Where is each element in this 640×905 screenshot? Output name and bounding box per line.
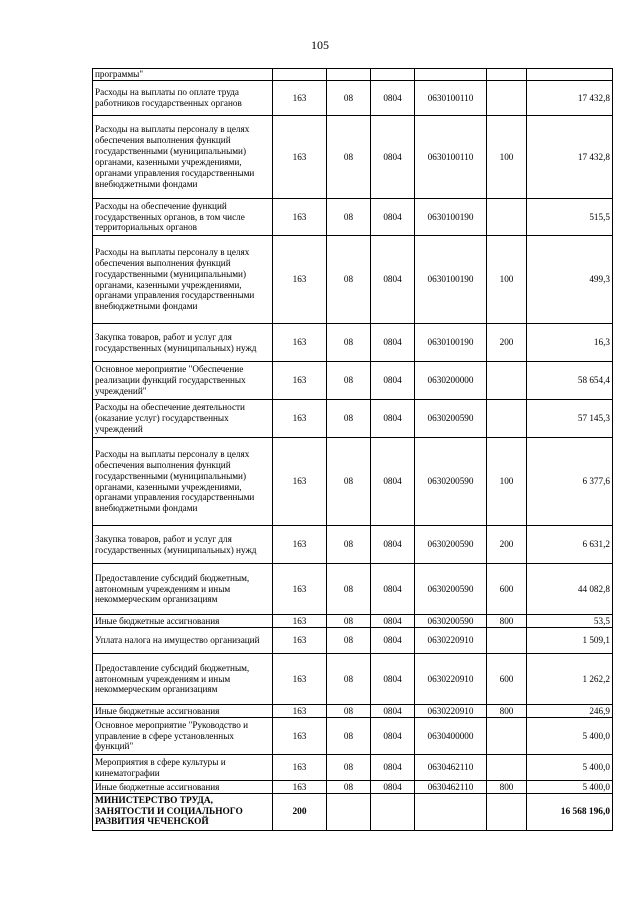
subsection-code-cell: 0804: [371, 400, 415, 438]
table-row: [93, 324, 613, 362]
amount-cell: 58 654,4: [527, 362, 613, 400]
ministry-code-cell: 163: [273, 755, 327, 781]
table-row: [93, 615, 613, 628]
section-code-cell: 08: [327, 438, 371, 526]
amount-cell: 6 377,6: [527, 438, 613, 526]
expense-type-cell: [487, 400, 527, 438]
target-article-cell: 0630200590: [415, 400, 487, 438]
target-article-cell: 0630200000: [415, 362, 487, 400]
amount-cell: 5 400,0: [527, 755, 613, 781]
ministry-code-cell: 163: [273, 718, 327, 755]
ministry-code-cell: 163: [273, 705, 327, 718]
subsection-code-cell: [371, 69, 415, 81]
expense-name-cell: Иные бюджетные ассигнования: [93, 615, 273, 628]
section-code-cell: [327, 69, 371, 81]
expense-name-cell: Основное мероприятие "Обеспечение реализации функций государственных учреждений": [93, 362, 273, 400]
subsection-code-cell: 0804: [371, 81, 415, 116]
subsection-code-cell: 0804: [371, 362, 415, 400]
target-article-cell: 0630220910: [415, 654, 487, 705]
table-row: [93, 564, 613, 615]
section-code-cell: 08: [327, 526, 371, 564]
table-row: [93, 628, 613, 654]
target-article-cell: 0630462110: [415, 781, 487, 794]
expense-type-cell: 800: [487, 781, 527, 794]
expense-type-cell: [487, 718, 527, 755]
section-code-cell: 08: [327, 362, 371, 400]
target-article-cell: 0630100190: [415, 236, 487, 324]
table-row: [93, 199, 613, 236]
table-row: [93, 755, 613, 781]
subsection-code-cell: 0804: [371, 564, 415, 615]
expense-type-cell: 100: [487, 236, 527, 324]
expense-type-cell: 600: [487, 564, 527, 615]
table-row: [93, 81, 613, 116]
target-article-cell: [415, 794, 487, 831]
section-code-cell: 08: [327, 81, 371, 116]
expense-type-cell: 800: [487, 705, 527, 718]
expense-name-cell: программы": [93, 69, 273, 81]
expense-name-cell: Расходы на обеспечение функций государственных органов, в том числе территориальных органов: [93, 199, 273, 236]
ministry-code-cell: [273, 69, 327, 81]
subsection-code-cell: 0804: [371, 324, 415, 362]
amount-cell: 515,5: [527, 199, 613, 236]
table-row: [93, 362, 613, 400]
target-article-cell: 0630462110: [415, 755, 487, 781]
table-row: [93, 236, 613, 324]
expense-name-cell: МИНИСТЕРСТВО ТРУДА, ЗАНЯТОСТИ И СОЦИАЛЬНОГО РАЗВИТИЯ ЧЕЧЕНСКОЙ: [93, 794, 273, 831]
table-row: [93, 69, 613, 81]
section-code-cell: 08: [327, 628, 371, 654]
amount-cell: 17 432,8: [527, 116, 613, 199]
amount-cell: 5 400,0: [527, 781, 613, 794]
expense-type-cell: [487, 362, 527, 400]
target-article-cell: 0630100190: [415, 199, 487, 236]
amount-cell: 1 262,2: [527, 654, 613, 705]
subsection-code-cell: 0804: [371, 438, 415, 526]
ministry-code-cell: 163: [273, 324, 327, 362]
expense-name-cell: Мероприятия в сфере культуры и кинематографии: [93, 755, 273, 781]
expense-type-cell: 600: [487, 654, 527, 705]
expense-name-cell: Расходы на выплаты персоналу в целях обеспечения выполнения функций государственными (муниципальными) органами, казенными учреждениями, органами управления государственными внебюджетными фондами: [93, 116, 273, 199]
section-code-cell: 08: [327, 116, 371, 199]
expense-type-cell: 100: [487, 116, 527, 199]
expense-name-cell: Расходы на обеспечение деятельности (оказание услуг) государственных учреждений: [93, 400, 273, 438]
expense-type-cell: [487, 628, 527, 654]
target-article-cell: 0630100190: [415, 324, 487, 362]
ministry-code-cell: 163: [273, 526, 327, 564]
expense-name-cell: Уплата налога на имущество организаций: [93, 628, 273, 654]
section-code-cell: 08: [327, 755, 371, 781]
budget-table-body: [93, 69, 613, 831]
amount-cell: 16,3: [527, 324, 613, 362]
expense-type-cell: [487, 199, 527, 236]
table-row: [93, 526, 613, 564]
expense-name-cell: Расходы на выплаты персоналу в целях обеспечения выполнения функций государственными (муниципальными) органами, казенными учреждениями, органами управления государственными внебюджетными фондами: [93, 236, 273, 324]
ministry-code-cell: 163: [273, 400, 327, 438]
expense-type-cell: 800: [487, 615, 527, 628]
expense-name-cell: Иные бюджетные ассигнования: [93, 705, 273, 718]
expense-name-cell: Предоставление субсидий бюджетным, автономным учреждениям и иным некоммерческим организациям: [93, 564, 273, 615]
section-code-cell: [327, 794, 371, 831]
amount-cell: 499,3: [527, 236, 613, 324]
target-article-cell: 0630200590: [415, 564, 487, 615]
subsection-code-cell: 0804: [371, 628, 415, 654]
ministry-code-cell: 163: [273, 362, 327, 400]
ministry-code-cell: 163: [273, 615, 327, 628]
page-number: 105: [311, 38, 329, 52]
ministry-code-cell: 163: [273, 654, 327, 705]
subsection-code-cell: 0804: [371, 654, 415, 705]
target-article-cell: 0630100110: [415, 81, 487, 116]
amount-cell: 16 568 196,0: [527, 794, 613, 831]
target-article-cell: [415, 69, 487, 81]
section-code-cell: 08: [327, 564, 371, 615]
expense-type-cell: [487, 69, 527, 81]
expense-name-cell: Предоставление субсидий бюджетным, автономным учреждениям и иным некоммерческим организациям: [93, 654, 273, 705]
target-article-cell: 0630200590: [415, 526, 487, 564]
ministry-code-cell: 200: [273, 794, 327, 831]
table-row: [93, 781, 613, 794]
section-code-cell: 08: [327, 781, 371, 794]
target-article-cell: 0630400000: [415, 718, 487, 755]
subsection-code-cell: 0804: [371, 705, 415, 718]
expense-type-cell: [487, 81, 527, 116]
amount-cell: 53,5: [527, 615, 613, 628]
ministry-code-cell: 163: [273, 236, 327, 324]
subsection-code-cell: 0804: [371, 199, 415, 236]
expense-type-cell: 200: [487, 526, 527, 564]
amount-cell: 44 082,8: [527, 564, 613, 615]
expense-name-cell: Закупка товаров, работ и услуг для государственных (муниципальных) нужд: [93, 526, 273, 564]
target-article-cell: 0630220910: [415, 705, 487, 718]
ministry-code-cell: 163: [273, 628, 327, 654]
expense-name-cell: Расходы на выплаты персоналу в целях обеспечения выполнения функций государственными (муниципальными) органами, казенными учреждениями, органами управления государственными внебюджетными фондами: [93, 438, 273, 526]
expense-type-cell: 200: [487, 324, 527, 362]
expense-name-cell: Закупка товаров, работ и услуг для государственных (муниципальных) нужд: [93, 324, 273, 362]
target-article-cell: 0630200590: [415, 615, 487, 628]
amount-cell: 6 631,2: [527, 526, 613, 564]
section-code-cell: 08: [327, 400, 371, 438]
table-row: [93, 718, 613, 755]
ministry-code-cell: 163: [273, 199, 327, 236]
table-row: [93, 438, 613, 526]
target-article-cell: 0630220910: [415, 628, 487, 654]
subsection-code-cell: 0804: [371, 755, 415, 781]
budget-table: [92, 68, 613, 831]
subsection-code-cell: 0804: [371, 615, 415, 628]
expense-type-cell: 100: [487, 438, 527, 526]
section-code-cell: 08: [327, 615, 371, 628]
section-code-cell: 08: [327, 705, 371, 718]
subsection-code-cell: 0804: [371, 718, 415, 755]
section-code-cell: 08: [327, 199, 371, 236]
amount-cell: 17 432,8: [527, 81, 613, 116]
subsection-code-cell: 0804: [371, 116, 415, 199]
expense-type-cell: [487, 755, 527, 781]
ministry-code-cell: 163: [273, 438, 327, 526]
table-row: [93, 794, 613, 831]
table-row: [93, 116, 613, 199]
amount-cell: 1 509,1: [527, 628, 613, 654]
ministry-code-cell: 163: [273, 564, 327, 615]
table-row: [93, 705, 613, 718]
target-article-cell: 0630200590: [415, 438, 487, 526]
amount-cell: 5 400,0: [527, 718, 613, 755]
section-code-cell: 08: [327, 324, 371, 362]
section-code-cell: 08: [327, 236, 371, 324]
expense-name-cell: Иные бюджетные ассигнования: [93, 781, 273, 794]
section-code-cell: 08: [327, 654, 371, 705]
expense-type-cell: [487, 794, 527, 831]
amount-cell: 246,9: [527, 705, 613, 718]
subsection-code-cell: [371, 794, 415, 831]
table-row: [93, 654, 613, 705]
expense-name-cell: Основное мероприятие "Руководство и управление в сфере установленных функций": [93, 718, 273, 755]
target-article-cell: 0630100110: [415, 116, 487, 199]
expense-name-cell: Расходы на выплаты по оплате труда работников государственных органов: [93, 81, 273, 116]
table-row: [93, 400, 613, 438]
ministry-code-cell: 163: [273, 781, 327, 794]
subsection-code-cell: 0804: [371, 781, 415, 794]
ministry-code-cell: 163: [273, 116, 327, 199]
ministry-code-cell: 163: [273, 81, 327, 116]
subsection-code-cell: 0804: [371, 526, 415, 564]
amount-cell: [527, 69, 613, 81]
subsection-code-cell: 0804: [371, 236, 415, 324]
amount-cell: 57 145,3: [527, 400, 613, 438]
section-code-cell: 08: [327, 718, 371, 755]
